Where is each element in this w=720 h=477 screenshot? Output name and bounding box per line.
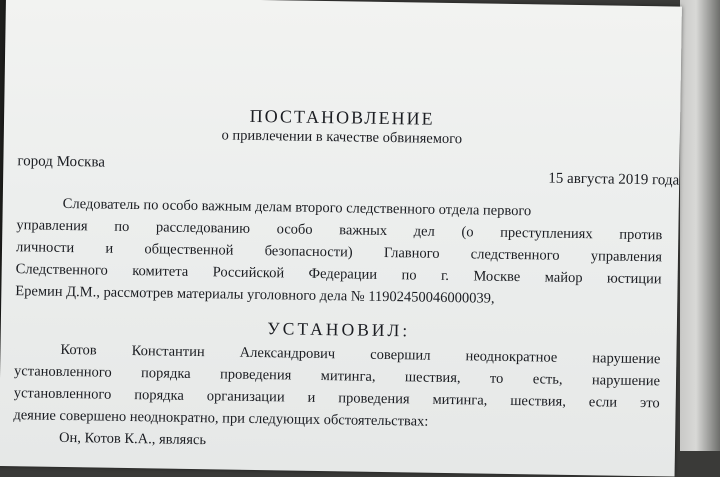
paragraph2-line: Он, Котов К.А., являясь bbox=[58, 429, 207, 449]
paragraph2-line: Котов Константин Александрович совершил неоднократное нарушение bbox=[60, 341, 661, 368]
paragraph1-line: управления по расследованию особо важных дел (о преступлениях против bbox=[16, 217, 663, 244]
paragraph2-line: деяние совершено неоднократно, при следующих обстоятельствах: bbox=[13, 407, 429, 430]
paragraph2-line: установленного порядка проведения митинга, шествия, то есть, нарушение bbox=[13, 363, 661, 390]
paragraph1-line: Еремин Д.М., рассмотрев материалы уголовного дела № 11902450046000039, bbox=[15, 283, 495, 307]
document-title: ПОСТАНОВЛЕНИЕ bbox=[249, 105, 435, 129]
section-heading: УСТАНОВИЛ: bbox=[267, 318, 411, 341]
document-city: город Москва bbox=[17, 153, 106, 171]
background-right bbox=[680, 0, 720, 451]
paragraph1-line: Следственного комитета Российской Федерации по г. Москве майор юстиции bbox=[15, 261, 662, 288]
paragraph1-line: личности и общественной безопасности) Главного следственного управления bbox=[15, 239, 663, 266]
document-date: 15 августа 2019 года bbox=[548, 170, 680, 189]
paragraph2-line: установленного порядка организации и проведения митинга, шествия, если это bbox=[13, 385, 660, 412]
document-subtitle: о привлечении в качестве обвиняемого bbox=[221, 127, 463, 148]
paragraph1-line: Следователь по особо важным делам второго следственного отдела первого bbox=[62, 195, 532, 220]
